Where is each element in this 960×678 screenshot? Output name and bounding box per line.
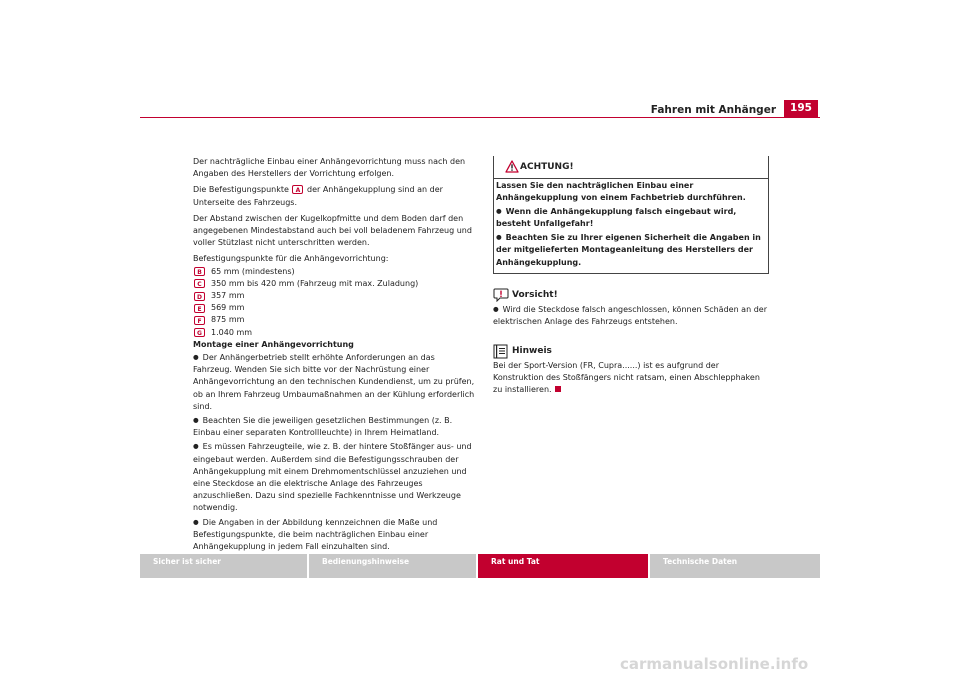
ref-marker: F: [194, 316, 205, 325]
section-heading: Montage einer Anhängevorrichtung: [193, 339, 354, 349]
bullet-item: ● Der Anhängerbetrieb stellt erhöhte Anforderungen an das Fahrzeug. Wenden Sie sich bitte vor der Nachrüstung einer Anhängevorrichtung an den technischen Kundendienst, um zu prüfen, ob an Ihrem Fahrzeug Umbaumaßnahmen an der Kühlung erforderlich sind.: [193, 351, 475, 413]
measure-list: [193, 266, 475, 339]
warning-box: [493, 156, 769, 274]
warning-bullet: ● Wenn die Anhängekupplung falsch eingebaut wird, besteht Unfallgefahr!: [496, 205, 766, 230]
measure-item: [193, 266, 475, 278]
warning-triangle-icon: [505, 160, 519, 173]
measure-value: 1.040 mm: [211, 327, 253, 337]
measure-item: [193, 278, 475, 290]
measure-item: [193, 302, 475, 314]
page-number: 195: [784, 100, 818, 117]
right-column: [493, 156, 769, 401]
ref-marker: D: [194, 292, 205, 301]
mounting-points-text-pre: Die Befestigungspunkte: [193, 185, 289, 195]
header-divider: [140, 117, 820, 118]
bullet-item: ● Es müssen Fahrzeugteile, wie z. B. der hintere Stoßfänger aus- und eingebaut werden. Außerdem sind die Befestigungsschrauben der Anhängekupplung mit einem Drehmomentschlüssel anzuziehen und eine Steckdose an die elektrische Anlage des Fahrzeuges anzuschließen. Dazu sind spezielle Fachkenntnisse und Werkzeuge notwendig.: [193, 440, 475, 514]
footer-tab-operation[interactable]: Bedienungshinweise: [309, 554, 476, 578]
bullet-item: ● Beachten Sie die jeweiligen gesetzlichen Bestimmungen (z. B. Einbau einer separaten Kontrollleuchte) in Ihrem Heimatland.: [193, 414, 475, 439]
measure-item: [193, 327, 475, 339]
warning-intro: Lassen Sie den nachträglichen Einbau einer Anhängekupplung von einem Fachbetrieb durchführen.: [496, 181, 746, 203]
distance-paragraph: Der Abstand zwischen der Kugelkopfmitte und dem Boden darf den angegebenen Mindestabstand auch bei voll beladenem Fahrzeug und voller Stützlast nicht unterschritten werden.: [193, 213, 472, 248]
ref-marker-a: A: [292, 185, 303, 194]
note-label: Hinweis: [512, 346, 552, 357]
measure-value: 569 mm: [211, 303, 245, 313]
ref-marker: C: [194, 279, 205, 288]
ref-marker: G: [194, 328, 205, 337]
warning-label: ACHTUNG!: [520, 162, 574, 172]
footer-tab-safety[interactable]: Sicher ist sicher: [140, 554, 307, 578]
measure-value: 65 mm (mindestens): [211, 266, 295, 276]
caution-exclamation-icon: [493, 288, 509, 302]
measure-item: [193, 290, 475, 302]
mounting-points-paragraph: [193, 184, 475, 208]
note-icon: [493, 344, 509, 359]
bullet-item: ● Die Angaben in der Abbildung kennzeichnen die Maße und Befestigungspunkte, die beim nachträglichen Einbau einer Anhängekupplung in jedem Fall einzuhalten sind.: [193, 516, 475, 554]
measure-value: 350 mm bis 420 mm (Fahrzeug mit max. Zuladung): [211, 278, 419, 288]
caution-label: Vorsicht!: [512, 289, 558, 300]
note-text: [493, 360, 769, 397]
footer-tab-technical-data[interactable]: Technische Daten: [650, 554, 820, 578]
note-text-content: Bei der Sport-Version (FR, Cupra......) ist es aufgrund der Konstruktion des Stoßfängers nicht ratsam, einen Abschlepphaken zu installieren.: [493, 361, 760, 395]
page-title: Fahren mit Anhänger: [650, 104, 776, 116]
measure-value: 875 mm: [211, 315, 245, 325]
end-marker-icon: [555, 386, 561, 392]
note-heading: [493, 344, 769, 359]
mounting-points-heading: Befestigungspunkte für die Anhängevorrichtung:: [193, 254, 389, 264]
warning-body: [494, 179, 768, 269]
ref-marker: B: [194, 267, 205, 276]
footer-tab-advice[interactable]: Rat und Tat: [478, 554, 648, 578]
warning-header: [494, 156, 768, 179]
left-column: [193, 156, 475, 554]
measure-item: [193, 314, 475, 326]
mounting-points-text-post: der Anhängekupplung sind an der Unterseite des Fahrzeugs.: [193, 185, 443, 207]
warning-bullet: ● Beachten Sie zu Ihrer eigenen Sicherheit die Angaben in der mitgelieferten Montageanleitung des Herstellers der Anhängekupplung.: [496, 231, 766, 268]
ref-marker: E: [194, 304, 205, 313]
caution-heading: [493, 288, 769, 302]
watermark: carmanualsonline.info: [620, 655, 809, 673]
caution-bullet: ● Wird die Steckdose falsch angeschlossen, können Schäden an der elektrischen Anlage des Fahrzeugs entstehen.: [493, 303, 769, 328]
intro-paragraph: Der nachträgliche Einbau einer Anhängevorrichtung muss nach den Angaben des Herstellers der Vorrichtung erfolgen.: [193, 157, 466, 179]
measure-value: 357 mm: [211, 291, 245, 300]
